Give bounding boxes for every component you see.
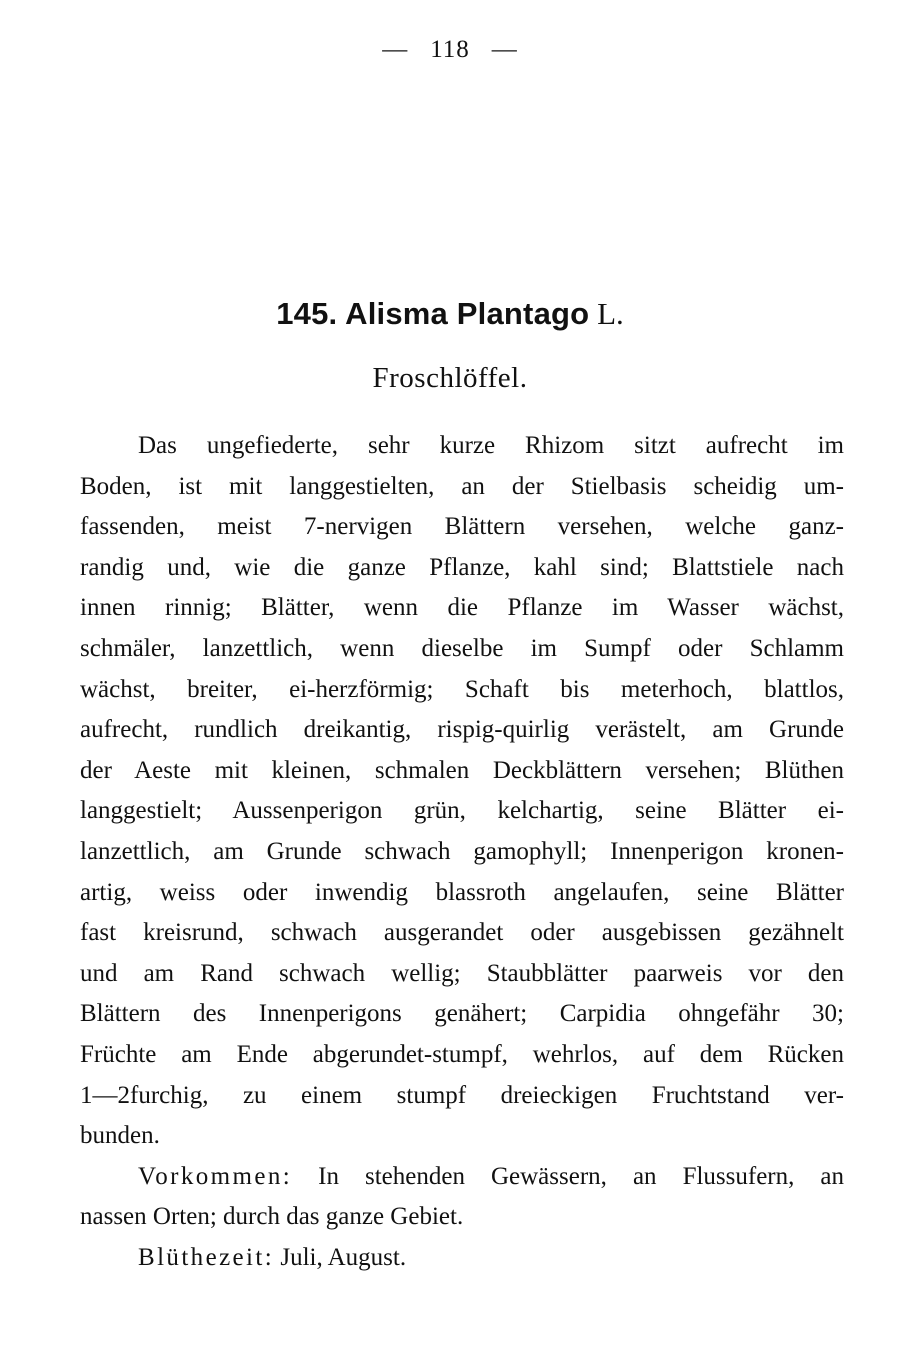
text-line: fassenden, meist 7-nervigen Blättern versehen, welche ganz- [80,513,844,541]
entry-heading [0,296,900,332]
description-text [80,426,844,1278]
text-line: schmäler, lanzettlich, wenn dieselbe im Sumpf oder Schlamm [80,634,844,662]
occurrence-text: In stehenden Gewässern, an Flussufern, an [318,1162,844,1190]
dash-left: — [382,36,409,63]
species-name: Alisma Plantago [345,296,590,331]
text-line: der Aeste mit kleinen, schmalen Deckblättern versehen; Blüthen [80,756,844,784]
author-abbreviation: L. [597,296,624,331]
text-line: Das ungefiederte, sehr kurze Rhizom sitzt aufrecht im [138,432,844,459]
text-line: lanzettlich, am Grunde schwach gamophyll; Innenperigon kronen- [80,837,844,865]
flowering-label: Blüthezeit: [138,1243,275,1271]
dash-right: — [491,36,518,63]
occurrence-label: Vorkommen: [138,1162,293,1190]
text-line: Boden, ist mit langgestielten, an der Stielbasis scheidig um- [80,472,844,500]
occurrence-line-1 [80,1157,844,1198]
text-line: fast kreisrund, schwach ausgerandet oder ausgebissen gezähnelt [80,919,844,947]
flowering-text: Juli, August. [280,1243,407,1271]
occurrence-line-2: nassen Orten; durch das ganze Gebiet. [80,1203,464,1231]
text-line: artig, weiss oder inwendig blassroth angelaufen, seine Blätter [80,878,844,906]
page-number: 118 [430,36,470,63]
flowering-line [80,1238,844,1279]
common-name: Froschlöffel. [372,362,528,394]
text-line: Früchte am Ende abgerundet-stumpf, wehrlos, auf dem Rücken [80,1040,844,1068]
text-line: innen rinnig; Blätter, wenn die Pflanze im Wasser wächst, [80,594,844,622]
text-line: bunden. [80,1122,160,1150]
text-line: randig und, wie die ganze Pflanze, kahl sind; Blattstiele nach [80,553,844,581]
text-line: 1—2furchig, zu einem stumpf dreieckigen Fruchtstand ver- [80,1081,844,1109]
page-number-header [0,36,900,64]
text-line: langgestielt; Aussenperigon grün, kelchartig, seine Blätter ei- [80,797,844,825]
text-line: und am Rand schwach wellig; Staubblätter paarweis vor den [80,959,844,987]
text-line: Blättern des Innenperigons genähert; Carpidia ohngefähr 30; [80,1000,844,1028]
entry-number: 145. [276,296,338,331]
text-line: wächst, breiter, ei-herzförmig; Schaft bis meterhoch, blattlos, [80,675,844,703]
text-line: aufrecht, rundlich dreikantig, rispig-quirlig verästelt, am Grunde [80,716,844,744]
